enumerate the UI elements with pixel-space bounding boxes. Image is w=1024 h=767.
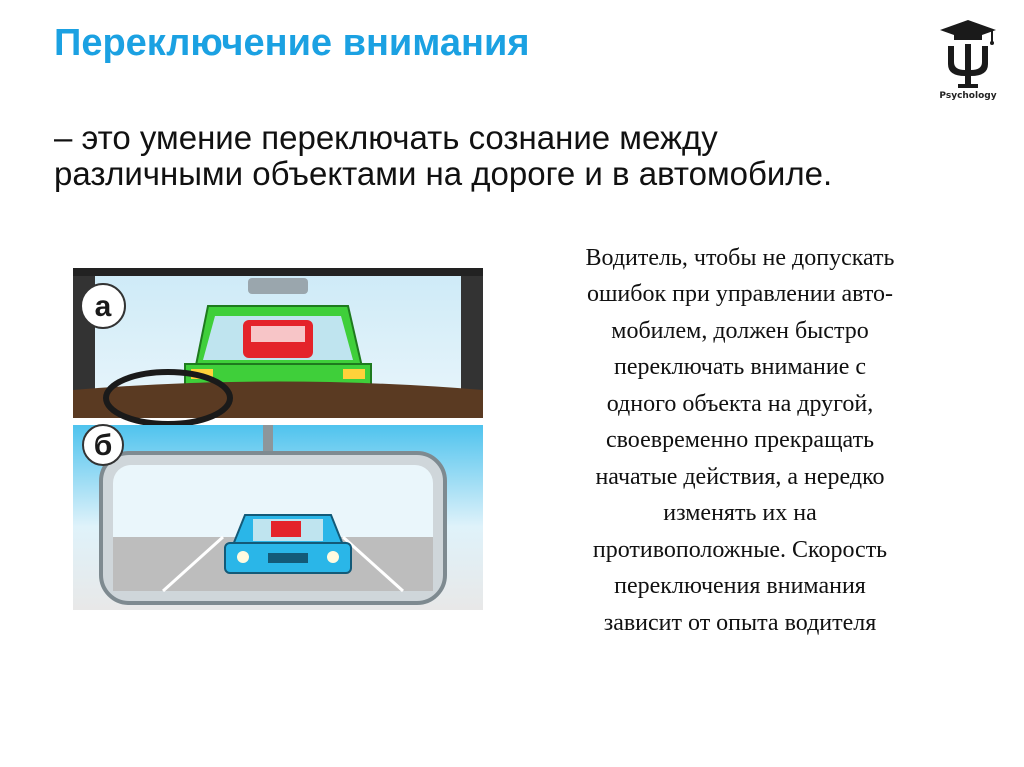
- psychology-logo: [928, 12, 1008, 104]
- panel-a-windshield-view: [73, 268, 483, 424]
- body-line: переключения внимания: [614, 573, 866, 600]
- lead-car-green: [185, 306, 371, 386]
- logo-caption: Psychology: [939, 91, 997, 101]
- body-line: мобилем, должен быстро: [611, 317, 869, 344]
- body-line: ошибок при управлении авто-: [586, 281, 894, 308]
- following-car-blue: [225, 515, 351, 573]
- body-line: своевременно прекращать: [605, 427, 875, 454]
- body-line: одного объекта на другой,: [606, 390, 874, 417]
- body-line: противоположные. Скорость: [592, 536, 888, 563]
- body-line: зависит от опыта водителя: [603, 609, 877, 636]
- graduation-cap-psi-icon: [928, 12, 1008, 92]
- rearview-mirror: [248, 278, 308, 294]
- definition-text: – это умение переключать сознание между различными объектами на дороге и в автомобиле.: [54, 119, 833, 193]
- driving-illustration: [73, 268, 483, 610]
- panel-b-mirror-view: [73, 425, 483, 610]
- body-line: изменять их на: [663, 500, 817, 527]
- slide-title: Переключение внимания: [54, 22, 530, 64]
- body-paragraph: [500, 240, 980, 641]
- panel-a-label: а: [94, 290, 112, 323]
- panel-b-label: б: [93, 429, 113, 462]
- body-line: начатые действия, а нередко: [595, 463, 885, 490]
- body-line: Водитель, чтобы не допускать: [585, 245, 895, 271]
- body-line: переключать внимание с: [613, 354, 867, 381]
